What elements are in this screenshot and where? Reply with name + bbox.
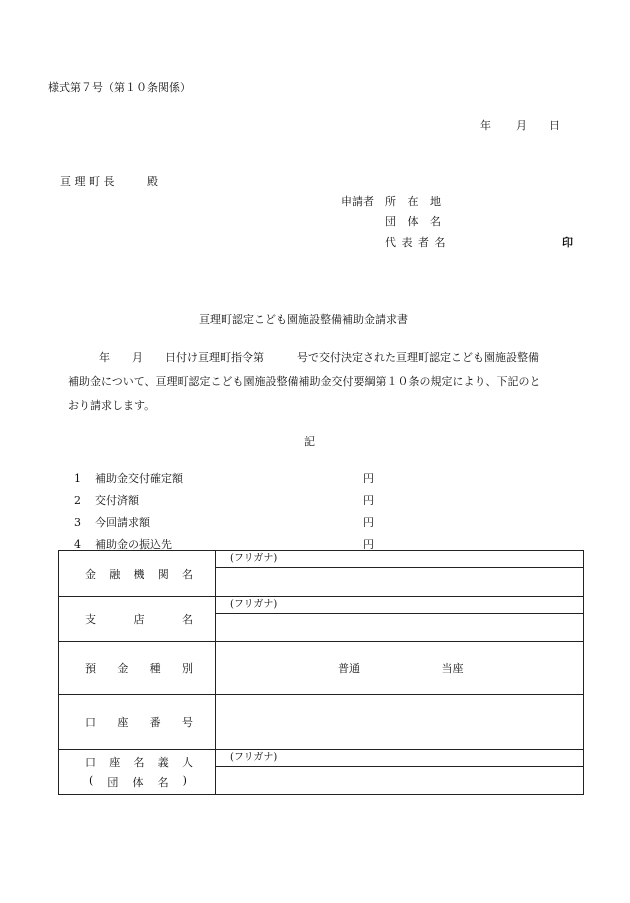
body-line-2: 補助金について、亘理町認定こども園施設整備補助金交付要綱第１０条の規定により、下記のと — [68, 375, 541, 388]
account-number-field[interactable] — [216, 695, 584, 750]
applicant-address-label: 所 在 地 — [385, 195, 445, 208]
bank-name-label: 金 融 機 関 名 — [59, 551, 216, 597]
item-number: 1 — [74, 472, 81, 485]
deposit-option-current[interactable]: 当座 — [441, 662, 464, 675]
branch-name-label: 支 店 名 — [59, 597, 216, 642]
item-unit: 円 — [363, 494, 374, 507]
applicant-label: 申請者 — [341, 195, 374, 208]
item-label: 今回請求額 — [95, 516, 150, 529]
item-unit: 円 — [363, 472, 374, 485]
document-title: 亘理町認定こども園施設整備補助金請求書 — [199, 313, 408, 326]
item-number: 4 — [74, 538, 81, 551]
item-number: 3 — [74, 516, 81, 529]
deposit-option-ordinary[interactable]: 普通 — [338, 662, 360, 675]
item-label: 補助金の振込先 — [95, 538, 172, 551]
item-unit: 円 — [363, 538, 374, 551]
body-line-3: おり請求します。 — [68, 399, 156, 412]
addressee-honorific: 殿 — [147, 175, 158, 188]
seal-mark: 印 — [562, 236, 573, 249]
account-holder-furigana: (フリガナ) — [216, 750, 584, 767]
form-number: 様式第７号（第１０条関係） — [48, 81, 191, 94]
deposit-type-label: 預 金 種 別 — [59, 642, 216, 695]
date-day-label: 日 — [549, 119, 560, 132]
branch-name-furigana: (フリガナ) — [216, 597, 584, 614]
bank-name-furigana: (フリガナ) — [216, 551, 584, 568]
item-label: 補助金交付確定額 — [95, 472, 183, 485]
branch-name-field[interactable] — [216, 614, 584, 642]
applicant-representative-label: 代 表 者 名 — [385, 236, 447, 249]
date-month-label: 月 — [516, 119, 527, 132]
item-number: 2 — [74, 494, 81, 507]
body-line-1: 年 月 日付け亘理町指令第 号で交付決定された亘理町認定こども園施設整備 — [99, 351, 539, 364]
account-holder-label: 口 座 名 義 人 ( 団 体 名 ) — [59, 750, 216, 795]
addressee-name: 亘 理 町 長 — [60, 175, 115, 188]
bank-transfer-table — [58, 550, 584, 795]
account-number-label: 口 座 番 号 — [59, 695, 216, 750]
bank-name-field[interactable] — [216, 568, 584, 597]
deposit-type-options — [216, 642, 584, 695]
applicant-group-label: 団 体 名 — [385, 215, 445, 228]
item-unit: 円 — [363, 516, 374, 529]
date-year-label: 年 — [480, 119, 491, 132]
item-label: 交付済額 — [95, 494, 139, 507]
ki-label: 記 — [304, 435, 315, 448]
account-holder-field[interactable] — [216, 767, 584, 795]
